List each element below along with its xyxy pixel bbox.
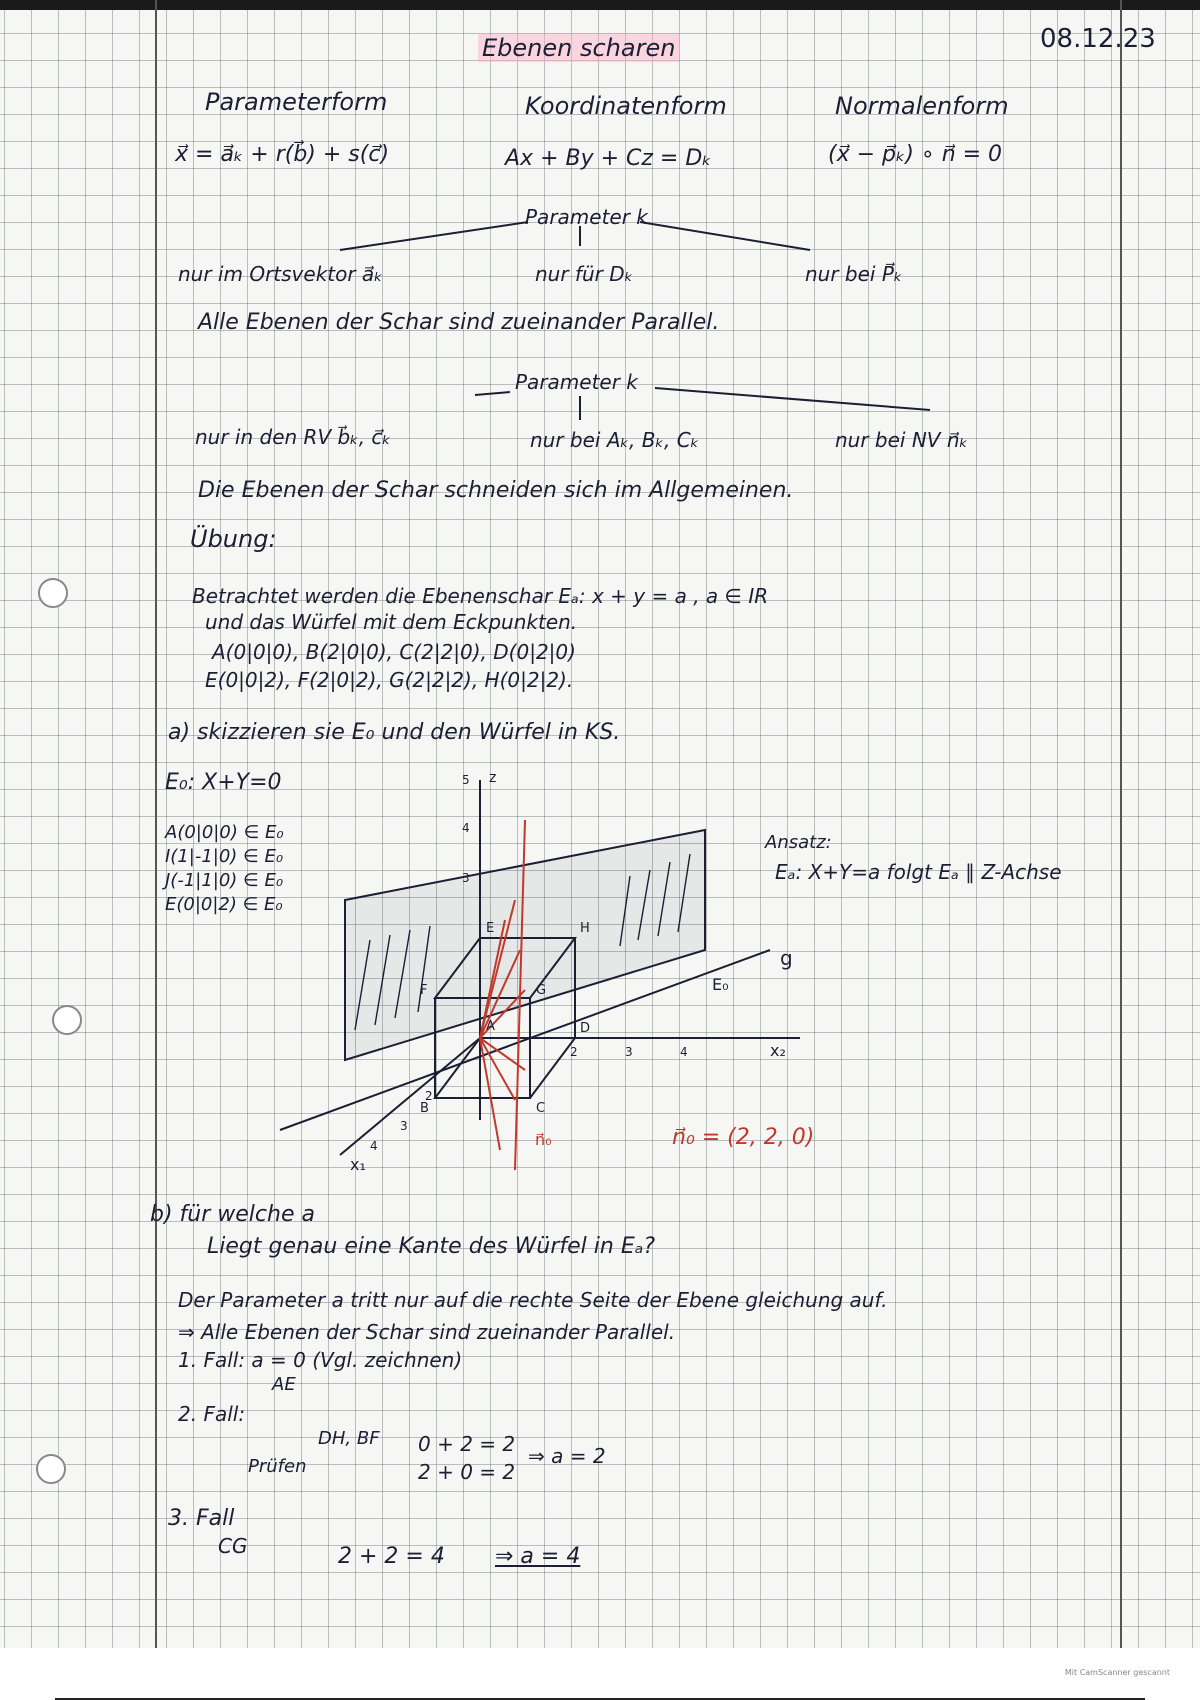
part-b-question-1: b) für welche a — [150, 1202, 315, 1227]
tick-z-3: 3 — [462, 871, 470, 885]
tick-y-4: 4 — [680, 1045, 688, 1059]
normal-label: n⃗₀ — [535, 1130, 552, 1149]
scanner-watermark: Mit CamScanner gescannt — [1064, 1668, 1170, 1677]
vertex-f: F — [420, 983, 428, 998]
tick-y-2: 2 — [570, 1045, 578, 1059]
axis-label-z: z — [489, 770, 497, 786]
exercise-line-3: A(0|0|0), B(2|0|0), C(2|2|0), D(0|2|0) — [212, 640, 576, 664]
exercise-line-1: Betrachtet werden die Ebenenschar Eₐ: x + y = a , a ∈ IR — [192, 584, 769, 608]
exercise-line-2: und das Würfel mit dem Eckpunkten. — [205, 610, 578, 634]
ansatz-title: Ansatz: — [765, 832, 832, 853]
tick-y-3: 3 — [625, 1045, 633, 1059]
fall-1-edge: AE — [272, 1374, 296, 1395]
case1-item-p: nur bei P⃗ₖ — [805, 262, 903, 286]
part-b-question-2: Liegt genau eine Kante des Würfel in Eₐ? — [207, 1234, 656, 1259]
check-j: J(-1|1|0) ∈ E₀ — [165, 870, 284, 891]
page-date: 08.12.23 — [1040, 24, 1156, 54]
branch-line-right — [655, 388, 930, 410]
normal-vector-result: n⃗₀ = (2, 2, 0) — [672, 1125, 815, 1150]
case1-item-ortsvektor: nur im Ortsvektor a⃗ₖ — [178, 262, 383, 286]
exercise-heading: Übung: — [190, 525, 277, 553]
case2-header: Parameter k — [515, 370, 638, 394]
fall-1: 1. Fall: a = 0 (Vgl. zeichnen) — [178, 1348, 463, 1372]
tick-x-4: 4 — [370, 1139, 378, 1153]
fall-2-edges: DH, BF — [318, 1428, 380, 1449]
exercise-line-4: E(0|0|2), F(2|0|2), G(2|2|2), H(0|2|2). — [205, 668, 574, 692]
fall-3: 3. Fall — [168, 1506, 235, 1531]
check-e: E(0|0|2) ∈ E₀ — [165, 894, 283, 915]
e0-equation: E₀: X+Y=0 — [165, 770, 282, 795]
vertex-a: A — [486, 1019, 495, 1034]
fall-3-result: ⇒ a = 4 — [495, 1544, 581, 1569]
vertex-b: B — [420, 1101, 429, 1116]
formula-coord: Ax + By + Cz = Dₖ — [505, 146, 712, 171]
punch-hole — [38, 578, 68, 608]
fall-2: 2. Fall: — [178, 1402, 246, 1426]
fall-2-equation-2: 2 + 0 = 2 — [418, 1460, 516, 1484]
vertex-e: E — [486, 921, 495, 936]
part-b-answer-2: ⇒ Alle Ebenen der Schar sind zueinander Parallel. — [178, 1320, 676, 1344]
part-a-task: a) skizzieren sie E₀ und den Würfel in KS. — [168, 720, 621, 745]
check-a: A(0|0|0) ∈ E₀ — [165, 822, 284, 843]
branch-line-left — [475, 392, 510, 395]
pruefen-label: Prüfen — [248, 1456, 307, 1477]
tick-z-5: 5 — [462, 773, 470, 787]
case2-item-abc: nur bei Aₖ, Bₖ, Cₖ — [530, 428, 700, 452]
branch-line-right — [640, 222, 810, 250]
form-name-coord: Koordinatenform — [525, 92, 727, 120]
fall-2-equation-1: 0 + 2 = 2 — [418, 1432, 516, 1456]
ansatz-text: Eₐ: X+Y=a folgt Eₐ ∥ Z-Achse — [775, 860, 1062, 884]
vertex-d: D — [580, 1021, 591, 1036]
formula-param: x⃗ = a⃗ₖ + r(b⃗) + s(c⃗) — [175, 142, 390, 167]
plane-label-e0: E₀ — [712, 975, 729, 994]
case2-item-nv: nur bei NV n⃗ₖ — [835, 428, 969, 452]
punch-hole — [52, 1005, 82, 1035]
fall-2-result: ⇒ a = 2 — [528, 1444, 606, 1468]
vertex-g: G — [536, 983, 547, 998]
vertex-h: H — [580, 921, 590, 936]
tick-z-4: 4 — [462, 821, 470, 835]
line-label-g: g — [780, 946, 793, 970]
page-title: Ebenen scharen — [478, 34, 679, 62]
case2-item-rv: nur in den RV b⃗ₖ, c⃗ₖ — [195, 425, 391, 449]
form-name-param: Parameterform — [205, 88, 388, 116]
tick-x-2: 2 — [425, 1089, 433, 1103]
axis-label-x1: x₁ — [350, 1155, 366, 1174]
punch-hole — [36, 1454, 66, 1484]
case1-header: Parameter k — [525, 205, 648, 229]
fall-3-edge: CG — [218, 1534, 248, 1558]
plane-e0 — [345, 830, 705, 1060]
part-b-answer-1: Der Parameter a tritt nur auf die rechte Seite der Ebene gleichung auf. — [178, 1288, 888, 1312]
vertex-c: C — [536, 1101, 546, 1116]
case1-conclusion: Alle Ebenen der Schar sind zueinander Parallel. — [198, 310, 720, 335]
axis-label-x2: x₂ — [770, 1041, 786, 1060]
case1-item-d: nur für Dₖ — [535, 262, 634, 286]
fall-3-equation: 2 + 2 = 4 — [338, 1544, 445, 1569]
tick-x-3: 3 — [400, 1119, 408, 1133]
formula-normal: (x⃗ − p⃗ₖ) ∘ n⃗ = 0 — [828, 142, 1003, 167]
form-name-normal: Normalenform — [835, 92, 1009, 120]
case2-conclusion: Die Ebenen der Schar schneiden sich im Allgemeinen. — [198, 478, 794, 503]
check-i: I(1|-1|0) ∈ E₀ — [165, 846, 284, 867]
branch-line-left — [340, 222, 528, 250]
